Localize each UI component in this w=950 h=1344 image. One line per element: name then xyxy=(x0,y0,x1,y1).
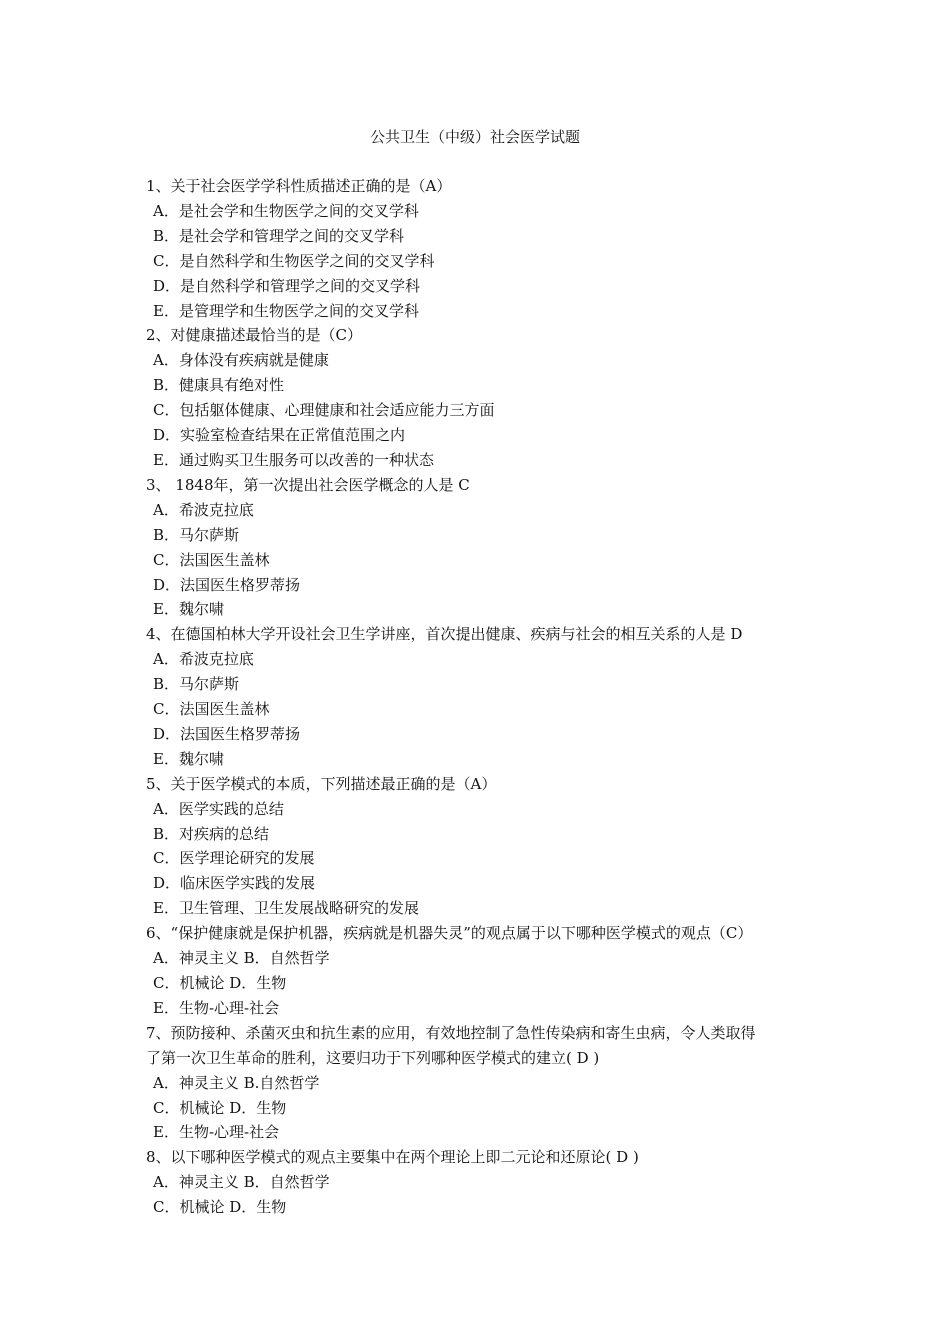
question-text: 2、对健康描述最恰当的是（C） xyxy=(146,326,363,345)
document-title: 公共卫生（中级）社会医学试题 xyxy=(369,128,580,146)
answer-option: E．是管理学和生物医学之间的交叉学科 xyxy=(153,301,419,320)
answer-option: A．是社会学和生物医学之间的交叉学科 xyxy=(153,201,419,220)
answer-option: C．机械论 D．生物 xyxy=(153,1098,287,1117)
question-text: 了第一次卫生革命的胜利，这要归功于下列哪种医学模式的建立( D ) xyxy=(146,1048,600,1067)
answer-option: C．机械论 D．生物 xyxy=(153,974,287,992)
question-text: 3、 1848年，第一次提出社会医学概念的人是 C xyxy=(146,475,470,494)
answer-option: B．马尔萨斯 xyxy=(153,675,240,694)
question-text: 8、以下哪种医学模式的观点主要集中在两个理论上即二元论和还原论( D ) xyxy=(146,1148,639,1167)
question-text: 4、在德国柏林大学开设社会卫生学讲座，首次提出健康、疾病与社会的相互关系的人是 D xyxy=(146,625,743,644)
answer-option: D．是自然科学和管理学之间的交叉学科 xyxy=(153,276,421,295)
answer-option: C．法国医生盖林 xyxy=(153,700,270,719)
question-text: 1、关于社会医学学科性质描述正确的是（A） xyxy=(146,177,452,195)
answer-option: C．法国医生盖林 xyxy=(153,550,270,569)
answer-option: C．医学理论研究的发展 xyxy=(153,849,315,868)
answer-option: C．是自然科学和生物医学之间的交叉学科 xyxy=(153,251,435,270)
answer-option: E．生物-心理-社会 xyxy=(153,1123,280,1142)
answer-option: E．通过购买卫生服务可以改善的一种状态 xyxy=(153,450,434,469)
answer-option: A．医学实践的总结 xyxy=(153,799,284,818)
answer-option: B．是社会学和管理学之间的交叉学科 xyxy=(153,226,405,245)
answer-option: C．包括躯体健康、心理健康和社会适应能力三方面 xyxy=(153,401,495,420)
question-text: 7、预防接种、杀菌灭虫和抗生素的应用，有效地控制了急性传染病和寄生虫病，令人类取得 xyxy=(146,1023,756,1042)
answer-option: D．实验室检查结果在正常值范围之内 xyxy=(153,426,406,445)
answer-option: C．机械论 D．生物 xyxy=(153,1198,287,1217)
answer-option: D．法国医生格罗蒂扬 xyxy=(153,575,301,594)
answer-option: B．马尔萨斯 xyxy=(153,525,240,544)
answer-option: E．生物-心理-社会 xyxy=(153,998,280,1017)
answer-option: A．神灵主义 B．自然哲学 xyxy=(153,949,330,968)
answer-option: D．临床医学实践的发展 xyxy=(153,874,316,893)
answer-option: B．健康具有绝对性 xyxy=(153,376,285,395)
answer-option: E．魏尔啸 xyxy=(153,749,224,768)
answer-option: A．希波克拉底 xyxy=(153,650,254,669)
answer-option: B．对疾病的总结 xyxy=(153,824,270,843)
answer-option: E．魏尔啸 xyxy=(153,600,224,619)
answer-option: A．神灵主义 B．自然哲学 xyxy=(153,1173,330,1192)
answer-option: A．希波克拉底 xyxy=(153,500,254,519)
question-text: 6、“保护健康就是保护机器，疾病就是机器失灵”的观点属于以下哪种医学模式的观点（C） xyxy=(146,924,753,943)
question-text: 5、关于医学模式的本质，下列描述最正确的是（A） xyxy=(146,774,497,793)
answer-option: E．卫生管理、卫生发展战略研究的发展 xyxy=(153,899,419,918)
answer-option: A．身体没有疾病就是健康 xyxy=(153,351,329,370)
answer-option: A．神灵主义 B.自然哲学 xyxy=(153,1073,320,1092)
answer-option: D．法国医生格罗蒂扬 xyxy=(153,724,301,743)
question-list xyxy=(146,174,818,1220)
